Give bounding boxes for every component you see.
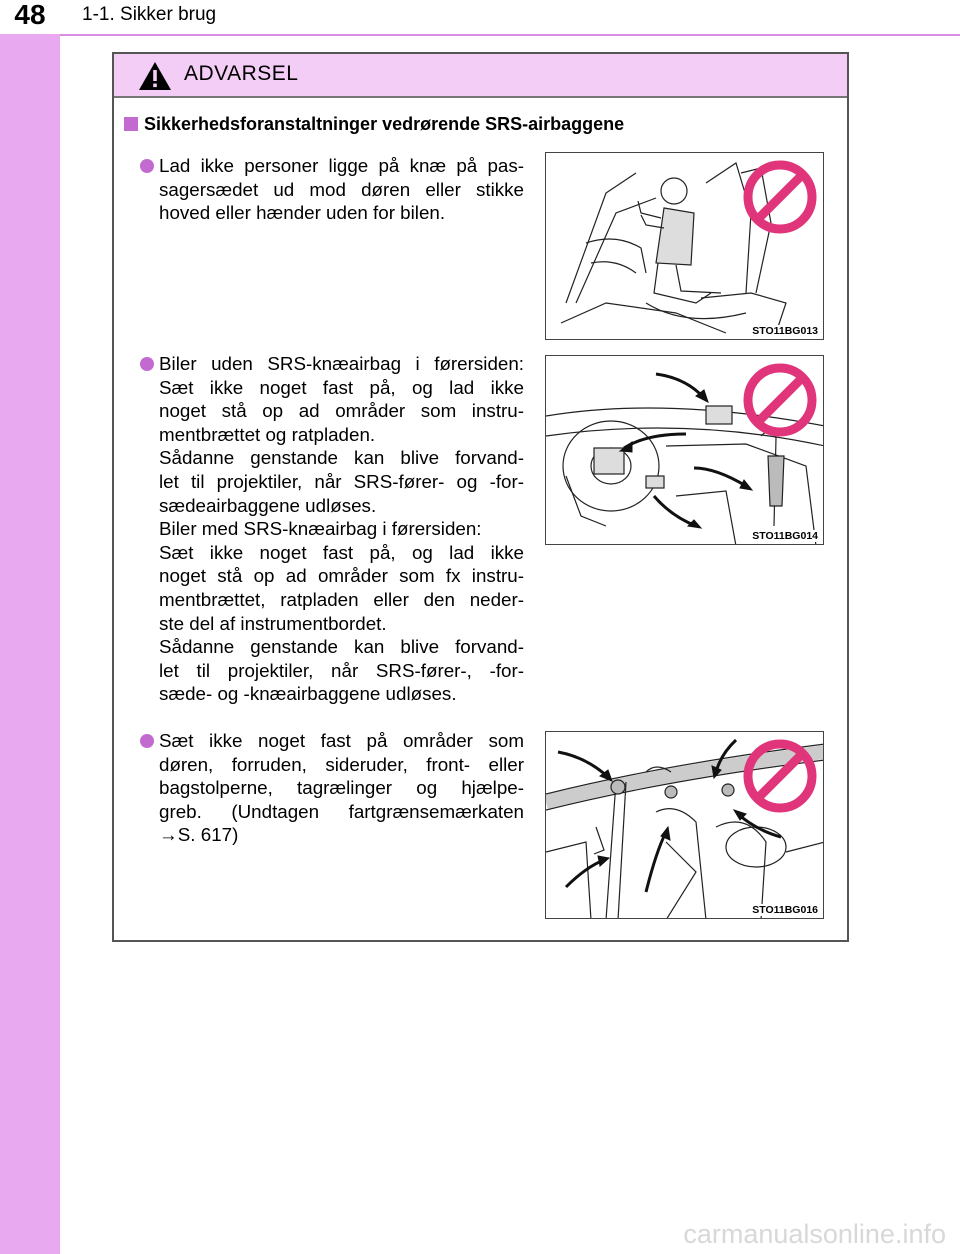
item-line: ste del af instrumentbordet. xyxy=(159,612,387,634)
item-line: sagersædet ud mod døren eller stikke xyxy=(159,178,524,200)
item-line: Sæt ikke noget fast på, og lad ikke xyxy=(159,376,524,398)
warning-label: ADVARSEL xyxy=(184,62,299,85)
section-title: 1-1. Sikker brug xyxy=(82,4,217,25)
item-line: sæde- og -knæairbaggene udløses. xyxy=(159,683,457,705)
warning-heading-text: Sikkerhedsforanstaltninger vedrørende SRS-airbaggene xyxy=(144,114,625,134)
watermark: carmanualsonline.info xyxy=(683,1219,946,1249)
side-tab-strip xyxy=(0,0,60,1254)
item-line: →S. 617) xyxy=(159,824,239,846)
item-line: Lad ikke personer ligge på knæ på pas- xyxy=(159,155,524,176)
item-line: noget stå op ad områder som fx instru- xyxy=(159,565,524,587)
item-line: Sæt ikke noget fast på, og lad ikke xyxy=(159,541,524,563)
item-line: greb. (Undtagen fartgrænsemærkaten xyxy=(159,800,524,822)
item-line: Biler uden SRS-knæairbag i førersiden: xyxy=(159,353,524,374)
item-line: Sæt ikke noget fast på områder som xyxy=(159,730,524,751)
warning-header xyxy=(114,54,847,98)
item-line: let til projektiler, når SRS-fører-, -for- xyxy=(159,659,524,681)
warning-item xyxy=(140,729,524,847)
header-rule xyxy=(60,34,960,36)
figure-code: STO11BG014 xyxy=(752,530,818,542)
page-number-box xyxy=(0,0,60,34)
round-bullet-icon xyxy=(140,734,154,748)
warning-item xyxy=(140,352,524,706)
round-bullet-icon xyxy=(140,159,154,173)
round-bullet-icon xyxy=(140,357,154,371)
item-line: mentbrættet, ratpladen eller den neder- xyxy=(159,588,524,610)
figure-code: STO11BG013 xyxy=(752,325,818,337)
prohibition-icon xyxy=(742,362,818,438)
square-bullet-icon xyxy=(124,117,138,131)
warning-triangle-icon xyxy=(138,61,172,91)
item-line: bagstolperne, tagrælinger og hjælpe- xyxy=(159,777,524,799)
page-number: 48 xyxy=(0,0,60,34)
figure-kneeling-passenger xyxy=(545,152,824,340)
prohibition-icon xyxy=(742,738,818,814)
prohibition-icon xyxy=(742,159,818,235)
item-line: sædeairbaggene udløses. xyxy=(159,494,377,516)
figure-code: STO11BG016 xyxy=(752,904,818,916)
figure-cabin-objects xyxy=(545,731,824,919)
figure-dashboard-objects xyxy=(545,355,824,545)
warning-heading xyxy=(124,114,624,135)
item-line: hoved eller hænder uden for bilen. xyxy=(159,202,446,224)
item-line: døren, forruden, sideruder, front- eller xyxy=(159,753,524,775)
warning-item xyxy=(140,154,524,225)
item-line: Sådanne genstande kan blive forvand- xyxy=(159,636,524,658)
item-line: Biler med SRS-knæairbag i førersiden: xyxy=(159,518,482,540)
item-line: let til projektiler, når SRS-fører- og -for- xyxy=(159,470,524,492)
item-line: mentbrættet og ratpladen. xyxy=(159,423,376,445)
warning-box xyxy=(112,52,849,942)
item-line: Sådanne genstande kan blive forvand- xyxy=(159,447,524,469)
item-line: noget stå op ad områder som instru- xyxy=(159,400,524,422)
